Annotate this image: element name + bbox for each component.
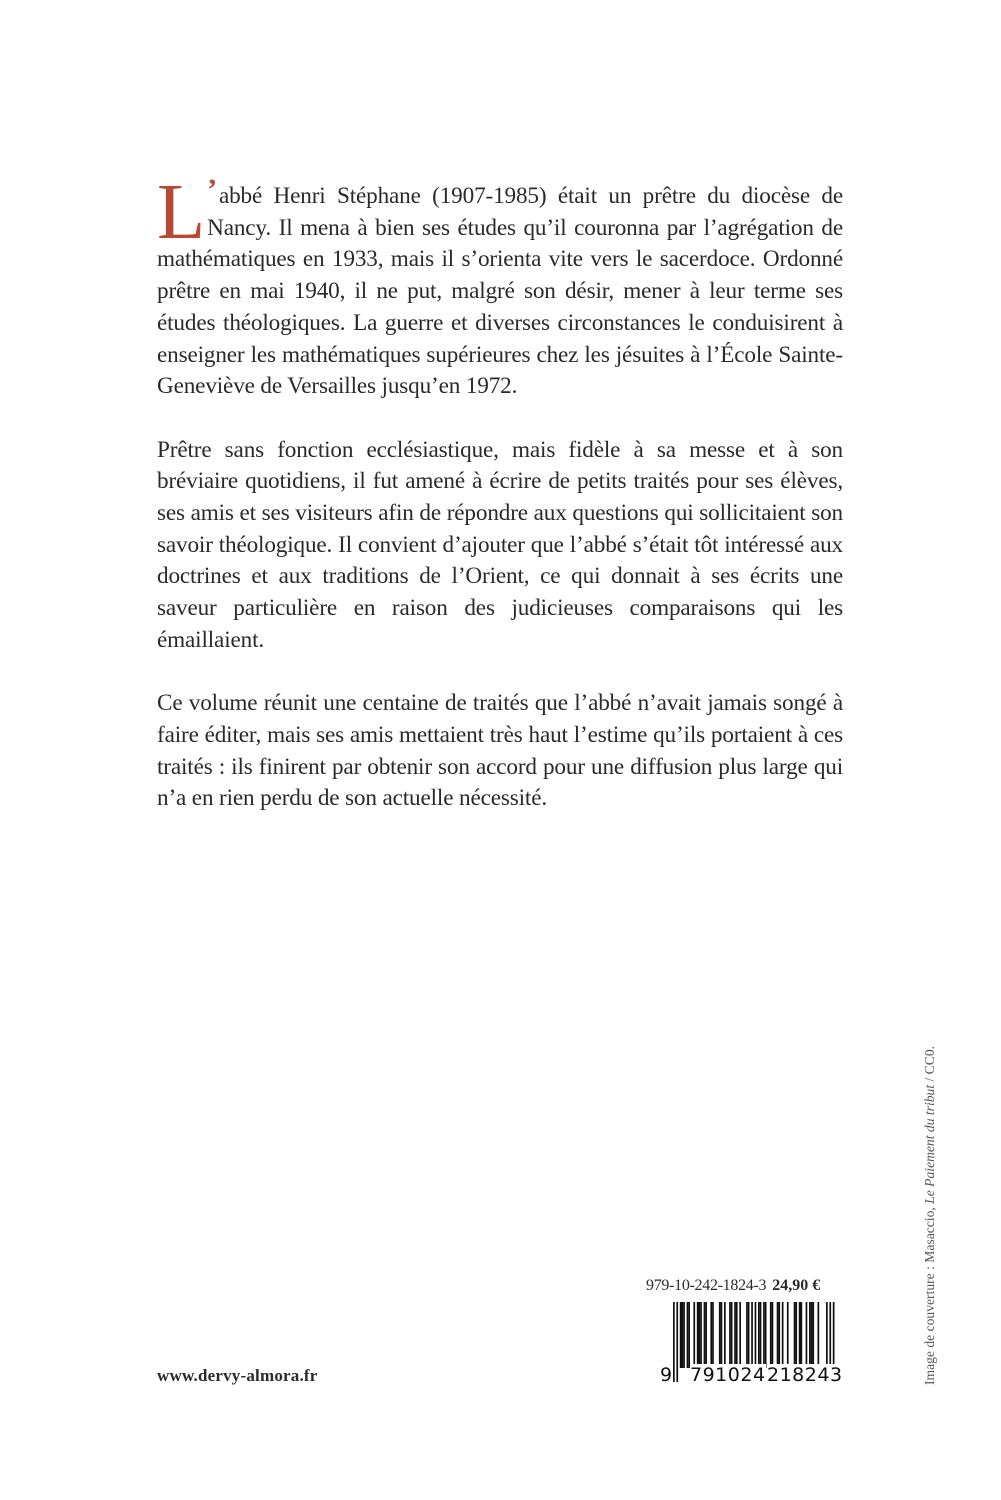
credit-artwork-title: Le Paiement du tribut	[922, 1084, 937, 1204]
barcode-bar	[729, 1302, 731, 1368]
barcode-bar	[724, 1302, 726, 1368]
barcode-bar	[811, 1302, 813, 1368]
barcode-bar	[801, 1302, 803, 1368]
isbn: 979-10-242-1824-3	[646, 1277, 767, 1294]
barcode-bar	[799, 1302, 801, 1368]
barcode-first-digit: 9	[660, 1364, 673, 1386]
barcode-bar	[746, 1302, 748, 1368]
barcode-bar	[748, 1302, 750, 1368]
barcode-bar	[705, 1302, 707, 1368]
barcode-bar	[794, 1302, 796, 1368]
barcode-bar	[731, 1302, 733, 1368]
barcode-bar	[787, 1302, 789, 1368]
barcode-bar	[772, 1302, 774, 1368]
back-cover-text	[157, 169, 843, 847]
barcode-left-group: 791024	[690, 1364, 766, 1386]
barcode-right-group: 218243	[767, 1364, 843, 1386]
barcode-bar	[693, 1302, 695, 1368]
barcode-bar	[806, 1302, 808, 1368]
barcode-bar	[734, 1302, 736, 1368]
barcode-bar	[809, 1302, 811, 1368]
barcode-bar	[682, 1302, 684, 1368]
barcode-bar	[812, 1302, 814, 1368]
barcode-bar	[818, 1302, 820, 1368]
drop-cap-apostrophe: ’	[207, 173, 217, 206]
isbn-price-row	[646, 1277, 846, 1295]
barcode-bar	[704, 1302, 706, 1368]
price: 24,90 €	[772, 1277, 821, 1294]
barcode-bar	[826, 1302, 828, 1368]
barcode-bar	[782, 1302, 784, 1368]
barcode-bar	[777, 1302, 779, 1368]
cover-image-credit	[922, 1046, 938, 1385]
barcode-bar	[770, 1302, 772, 1368]
barcode-bar	[736, 1302, 738, 1368]
credit-suffix: / CC0.	[922, 1045, 937, 1085]
barcode-bar	[721, 1302, 723, 1368]
barcode-bar	[719, 1302, 721, 1368]
barcode-bar	[712, 1302, 714, 1368]
paragraph-1-text: abbé Henri Stéphane (1907-1985) était un prêtre du diocèse de Nancy. Il mena à bien ses études qu’il couronna par l’agrégation de mathématiques en 1933, mais il s’orienta vite vers le sacerdoce. Ordonné prêtre en mai 1940, il ne put, malgré son désir, mener à leur terme ses études théologiques. La guerre et diverses circonstances le conduisirent à enseigner les mathématiques supérieures chez les jésuites à l’École Sainte-Geneviève de Versailles jusqu’en 1972.	[157, 183, 843, 400]
barcode-bar	[687, 1302, 689, 1368]
barcode	[660, 1302, 845, 1388]
barcode-bar	[680, 1302, 682, 1368]
barcode-bar	[765, 1302, 767, 1368]
barcode-bar	[697, 1302, 699, 1368]
paragraph-biography	[157, 169, 843, 403]
barcode-bar	[795, 1302, 797, 1368]
barcode-bar	[699, 1302, 701, 1368]
paragraph-writings: Prêtre sans fonction ecclésiastique, mais fidèle à sa messe et à son bréviaire quotidiens, il fut amené à écrire de petits traités pour ses élèves, ses amis et ses visiteurs afin de répondre aux questions qui sollicitaient son savoir théologique. Il convient d’ajouter que l’abbé s’était tôt intéressé aux doctrines et aux traditions de l’Orient, ce qui donnait à ses écrits une saveur particulière en raison des judicieuses comparaisons qui les émaillaient.	[157, 436, 843, 653]
credit-prefix: Image de couverture : Masaccio,	[922, 1203, 937, 1385]
barcode-bar	[763, 1302, 765, 1368]
barcode-bar	[778, 1302, 780, 1368]
barcode-bar	[683, 1302, 685, 1368]
drop-cap: L	[157, 169, 206, 256]
paragraph-volume: Ce volume réunit une centaine de traités que l’abbé n’avait jamais songé à faire éditer, mais ses amis mettaient très haut l’estime qu’ils portaient à ces traités : ils finirent par obtenir son accord pour une diffusion plus large qui n’a en rien perdu de son actuelle nécessité.	[157, 690, 843, 812]
barcode-bar	[710, 1302, 712, 1368]
barcode-digits	[660, 1364, 845, 1388]
barcode-bar	[758, 1302, 760, 1368]
publisher-website[interactable]: www.dervy-almora.fr	[157, 1366, 318, 1385]
barcode-bar	[739, 1302, 741, 1368]
barcode-bar	[700, 1302, 702, 1368]
barcode-bar	[760, 1302, 762, 1368]
barcode-bar	[688, 1302, 690, 1368]
